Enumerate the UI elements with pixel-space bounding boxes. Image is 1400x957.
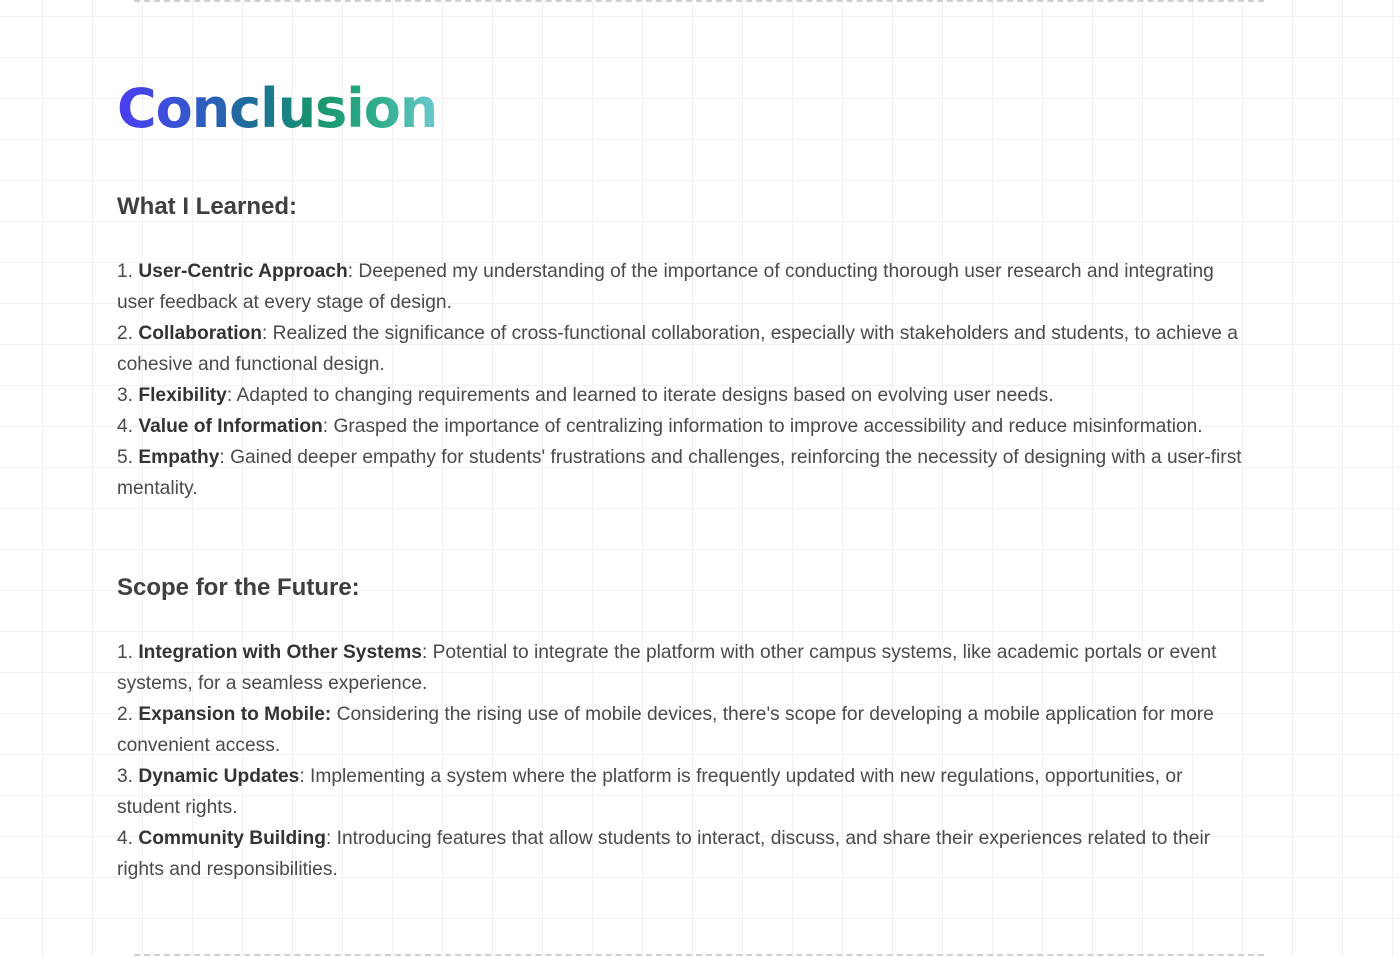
- list-item: 5. Empathy: Gained deeper empathy for students' frustrations and challenges, reinforcing the necessity of designing with a user-first mentality.: [117, 447, 1242, 499]
- list-item: 1. Integration with Other Systems: Potential to integrate the platform with other campus systems, like academic portals or event systems, for a seamless experience.: [117, 642, 1217, 694]
- learned-list: [117, 256, 1247, 504]
- list-item: 4. Value of Information: Grasped the importance of centralizing information to improve accessibility and reduce misinformation.: [117, 416, 1203, 437]
- top-dashed-divider: [134, 0, 1264, 2]
- list-item: 4. Community Building: Introducing features that allow students to interact, discuss, and share their experiences related to their rights and responsibilities.: [117, 828, 1211, 880]
- list-item: 2. Collaboration: Realized the significance of cross-functional collaboration, especially with stakeholders and students, to achieve a cohesive and functional design.: [117, 323, 1238, 375]
- list-item: 2. Expansion to Mobile: Considering the rising use of mobile devices, there's scope for developing a mobile application for more convenient access.: [117, 704, 1214, 756]
- what-i-learned-heading: What I Learned:: [117, 193, 298, 220]
- bottom-dashed-divider: [134, 954, 1264, 956]
- list-item: 1. User-Centric Approach: Deepened my understanding of the importance of conducting thorough user research and integrating user feedback at every stage of design.: [117, 261, 1214, 313]
- list-item: 3. Dynamic Updates: Implementing a system where the platform is frequently updated with new regulations, opportunities, or student rights.: [117, 766, 1183, 818]
- page-title: Conclusion: [117, 74, 437, 144]
- scope-for-future-heading: Scope for the Future:: [117, 574, 360, 601]
- future-scope-list: [117, 637, 1247, 885]
- list-item: 3. Flexibility: Adapted to changing requirements and learned to iterate designs based on evolving user needs.: [117, 385, 1054, 406]
